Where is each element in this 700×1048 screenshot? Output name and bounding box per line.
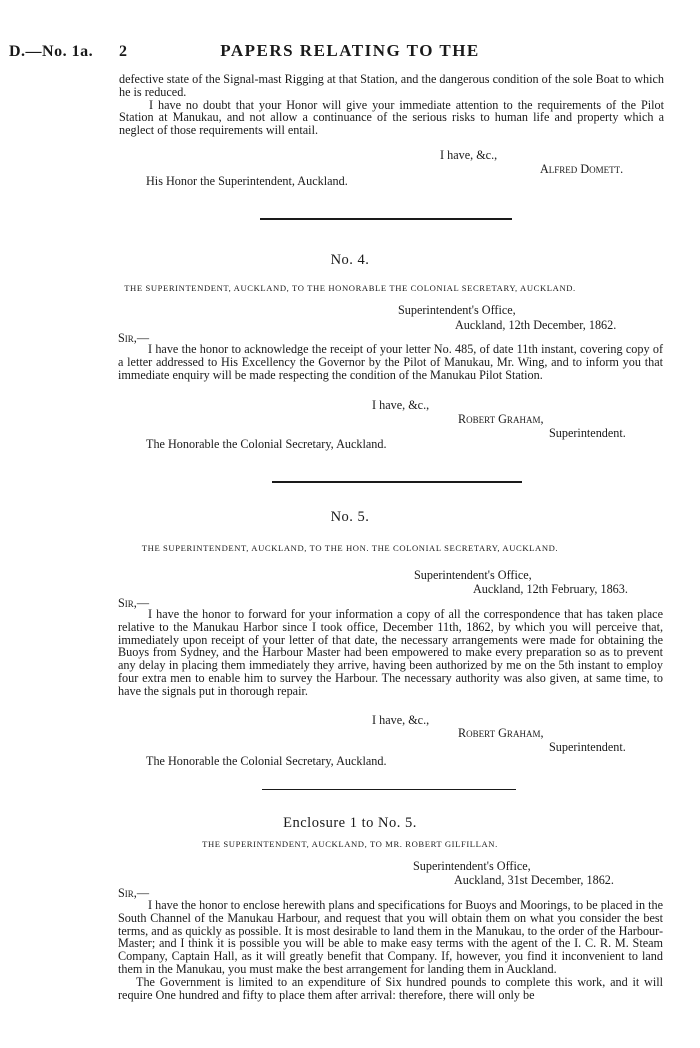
text-line: what you consider the best terms, and as quickly as possible. It is most desirable to land them in — [118, 910, 663, 938]
letter3-body — [119, 73, 664, 137]
letter3-para1 — [119, 73, 664, 99]
no4-signature: Robert Graham, — [458, 412, 544, 426]
enclosure-heading: Enclosure 1 to No. 5. — [283, 815, 417, 831]
text-line: The Government is limited to an expenditure of Six hundred pounds to complete this work, — [136, 974, 606, 989]
text-line: be placed in the South Channel of the Manukau Harbour, and request that you will obtain them on — [118, 898, 663, 925]
text-line: which you will perceive that, immediately upon receipt of your letter of that date, the necessary — [118, 619, 664, 647]
text-line: I have the honor to forward for your information a copy of all the correspondence that — [148, 607, 583, 621]
document-reference: D.—No. 1a. — [9, 43, 94, 60]
text-line: Mr. Wing, and to inform you that immediate enquiry will be made respecting the condition of the — [118, 354, 663, 382]
enclosure-body — [118, 899, 663, 1001]
text-line: property which a neglect of those requirements will entail. — [119, 110, 664, 138]
text-line: empowered to make every preparation so as to prevent any delay in placing them immediately they — [118, 645, 664, 673]
text-line: put in thorough repair. — [198, 683, 308, 698]
text-line: must make the best arrangement for landing them in Auckland. — [249, 961, 557, 976]
page-title: PAPERS RELATING TO THE — [220, 41, 480, 60]
no5-title: Superintendent. — [549, 740, 626, 754]
no5-place-date: Auckland, 12th February, 1863. — [473, 582, 628, 596]
enclosure-para2 — [118, 976, 663, 1002]
enclosure-caption: THE SUPERINTENDENT, AUCKLAND, TO MR. ROBERT GILFILLAN. — [202, 839, 498, 849]
enclosure-office: Superintendent's Office, — [413, 859, 531, 873]
text-line: make easy terms with the agent of the I. C. R. M. Steam Company, Captain Hall, as it will greatly — [118, 936, 664, 964]
text-line: Boat to which he is reduced. — [119, 72, 664, 99]
section-divider — [260, 218, 512, 220]
text-line: I have no doubt that your Honor will give your immediate attention to the requirements of — [149, 97, 617, 112]
no4-salutation: Sir,— — [118, 331, 150, 345]
no4-place-date: Auckland, 12th December, 1862. — [455, 318, 617, 332]
no5-addressee: The Honorable the Colonial Secretary, Auckland. — [146, 754, 387, 768]
no5-closing: I have, &c., — [372, 713, 430, 727]
text-line: benefit that Company. If, however, you find it inconvenient to land them in the Manukau, you — [118, 949, 663, 976]
text-line: defective state of the Signal-mast Rigging at that Station, and the dangerous condition of the sole — [119, 72, 593, 86]
letter3-addressee: His Honor the Superintendent, Auckland. — [146, 174, 348, 188]
no5-body — [118, 608, 663, 698]
no5-caption: THE SUPERINTENDENT, AUCKLAND, TO THE HON. THE COLONIAL SECRETARY, AUCKLAND. — [141, 543, 559, 553]
no5-salutation: Sir,— — [118, 596, 150, 610]
text-line: has taken place relative to the Manukau Harbor since I took office, December 11th, 1862, by — [118, 607, 663, 634]
enclosure-para1 — [118, 899, 663, 976]
no5-heading: No. 5. — [330, 509, 370, 525]
no4-title: Superintendent. — [549, 426, 626, 440]
section-divider — [272, 481, 522, 483]
enclosure-salutation: Sir,— — [118, 886, 150, 900]
no5-office: Superintendent's Office, — [414, 568, 532, 582]
no4-office: Superintendent's Office, — [398, 303, 516, 317]
no4-body — [118, 343, 663, 381]
text-line: the Pilot Station at Manukau, and not allow a continuance of the serious risks to human life and — [119, 97, 665, 125]
no4-heading: No. 4. — [330, 252, 370, 268]
text-line: the Manukau, to the order of the Harbour-Master; and I think it is possible you will be able to — [118, 923, 664, 951]
text-line: I have the honor to acknowledge the receipt of your letter No. 485, of date 11th — [148, 342, 538, 356]
text-line: arrangements were made for obtaining the Buoys from Sydney, and the Harbour Master had been — [118, 632, 664, 660]
no4-caption: THE SUPERINTENDENT, AUCKLAND, TO THE HONORABLE THE COLONIAL SECRETARY, AUCKLAND. — [124, 283, 576, 293]
no4-addressee: The Honorable the Colonial Secretary, Auckland. — [146, 437, 387, 451]
enclosure-place-date: Auckland, 31st December, 1862. — [454, 873, 614, 887]
text-line: Manukau Pilot Station. — [430, 367, 543, 382]
section-divider — [262, 789, 516, 790]
text-line: to survey the Harbour. The necessary authority was also given, at same time, to have the signals — [118, 670, 663, 698]
page-number: 2 — [119, 43, 127, 60]
letter3-para2 — [119, 99, 664, 137]
no4-closing: I have, &c., — [372, 398, 430, 412]
text-line: arrive, having been authorized by me on the 5th instant to employ four extra men to enable him — [118, 658, 663, 685]
letter3-closing: I have, &c., — [440, 148, 498, 162]
text-line: and it will require One hundred and fifty to place them after arrival: therefore, there will only be — [118, 974, 663, 1002]
text-line: I have the honor to enclose herewith plans and specifications for Buoys and Moorings, to — [148, 898, 584, 912]
letter3-signature: Alfred Domett. — [540, 162, 624, 176]
no5-signature: Robert Graham, — [458, 726, 544, 740]
text-line: instant, covering copy of a letter addressed to His Excellency the Governor by the Pilot of Manukau, — [118, 342, 664, 369]
